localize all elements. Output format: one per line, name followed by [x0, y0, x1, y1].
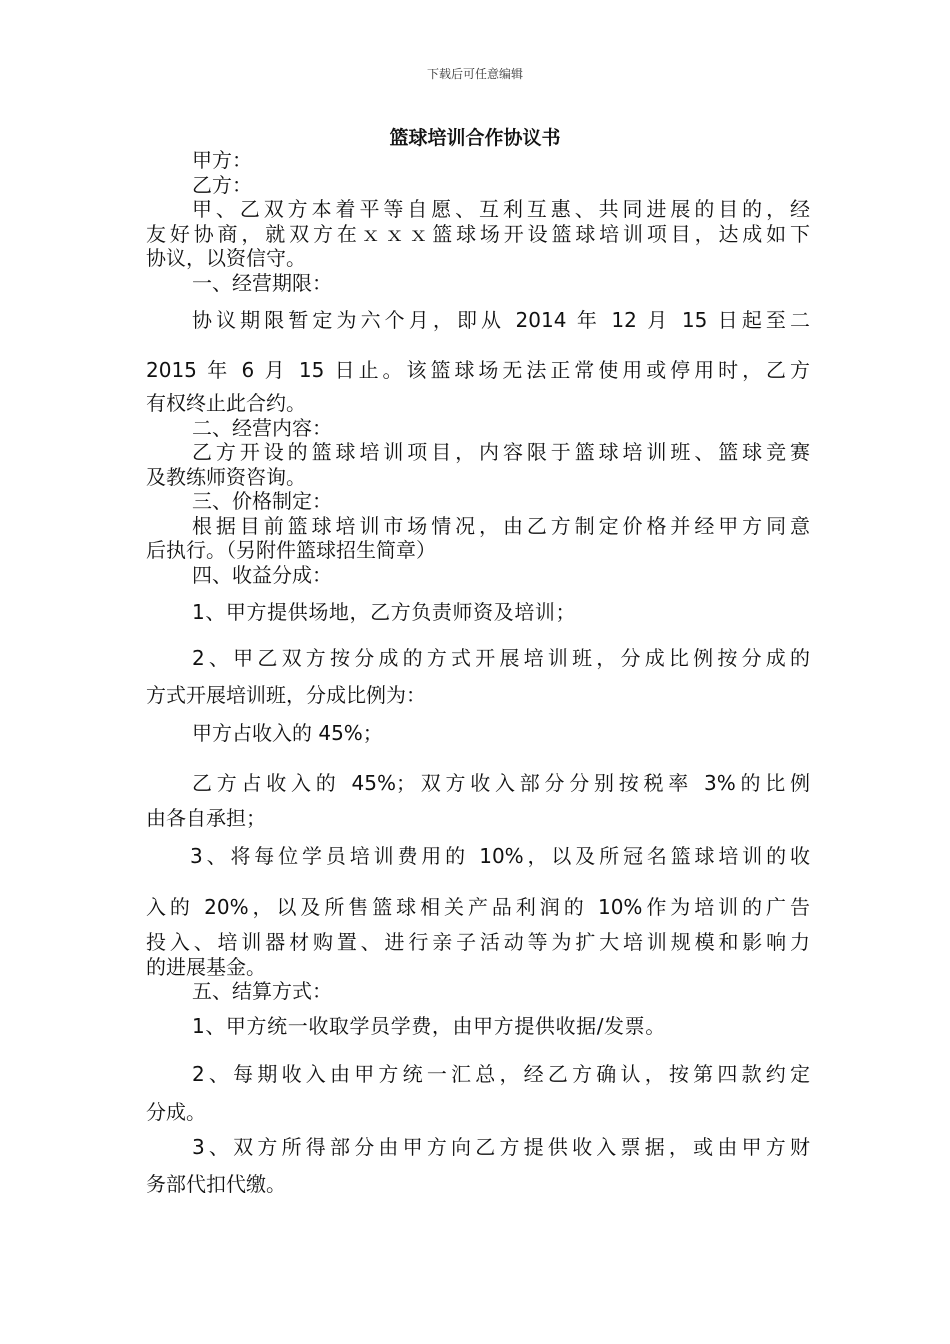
- revenue-item-3-line-4: 的进展基金。: [146, 954, 266, 979]
- settlement-item-1: 1、甲方统一收取学员学费，由甲方提供收据/发票。: [192, 1013, 666, 1038]
- section-heading-settlement: 五、结算方式：: [192, 979, 332, 1003]
- revenue-party-b-share-line-1: 乙方占收入的 45%；双方收入部分分别按税率 3%的比例: [192, 771, 810, 795]
- revenue-party-a-share: 甲方占收入的 45%；: [192, 720, 383, 745]
- settlement-item-2-line-1: 2、每期收入由甲方统一汇总，经乙方确认，按第四款约定: [192, 1062, 810, 1086]
- document-title: 篮球培训合作协议书: [389, 127, 561, 149]
- term-line-3: 有权终止此合约。: [146, 391, 306, 415]
- section-heading-content: 二、经营内容：: [192, 415, 332, 440]
- content-line-2: 及教练师资咨询。: [146, 464, 306, 489]
- price-line-1: 根据目前篮球培训市场情况，由乙方制定价格并经甲方同意: [192, 513, 810, 538]
- section-heading-revenue: 四、收益分成：: [192, 562, 332, 587]
- preamble-line-2: 友好协商，就双方在ｘｘｘ篮球场开设篮球培训项目，达成如下: [146, 221, 810, 246]
- party-a-line: 甲方：: [192, 148, 252, 172]
- settlement-item-2-line-2: 分成。: [146, 1099, 206, 1124]
- section-heading-term: 一、经营期限：: [192, 270, 332, 295]
- preamble-line-1: 甲、乙双方本着平等自愿、互利互惠、共同进展的目的，经: [192, 197, 810, 221]
- revenue-item-2-line-1: 2、甲乙双方按分成的方式开展培训班，分成比例按分成的: [192, 645, 810, 670]
- settlement-item-3-line-2: 务部代扣代缴。: [146, 1171, 286, 1196]
- revenue-item-2-line-2: 方式开展培训班，分成比例为：: [146, 683, 426, 707]
- revenue-item-3-line-1: 3、将每位学员培训费用的 10%，以及所冠名篮球培训的收: [190, 844, 810, 868]
- term-line-1: 协议期限暂定为六个月，即从 2014 年 12 月 15 日起至二: [192, 308, 810, 332]
- revenue-party-b-share-line-2: 由各自承担；: [146, 805, 266, 830]
- term-line-2: 2015 年 6 月 15 日止。该篮球场无法正常使用或停用时，乙方: [146, 357, 810, 382]
- party-b-line: 乙方：: [192, 172, 252, 197]
- price-line-2: 后执行。（另附件篮球招生简章）: [146, 538, 436, 562]
- section-heading-price: 三、价格制定：: [192, 489, 332, 513]
- revenue-item-3-line-3: 投入、培训器材购置、进行亲子活动等为扩大培训规模和影响力: [146, 930, 810, 954]
- content-line-1: 乙方开设的篮球培训项目，内容限于篮球培训班、篮球竞赛: [192, 440, 810, 464]
- document-body: [146, 148, 810, 1196]
- preamble-line-3: 协议，以资信守。: [146, 246, 306, 270]
- revenue-item-3-line-2: 入的 20%，以及所售篮球相关产品利润的 10%作为培训的广告: [146, 894, 810, 919]
- revenue-item-1: 1、甲方提供场地，乙方负责师资及培训；: [192, 600, 577, 624]
- header-note: 下载后可任意编辑: [426, 67, 523, 81]
- settlement-item-3-line-1: 3、双方所得部分由甲方向乙方提供收入票据，或由甲方财: [192, 1135, 810, 1159]
